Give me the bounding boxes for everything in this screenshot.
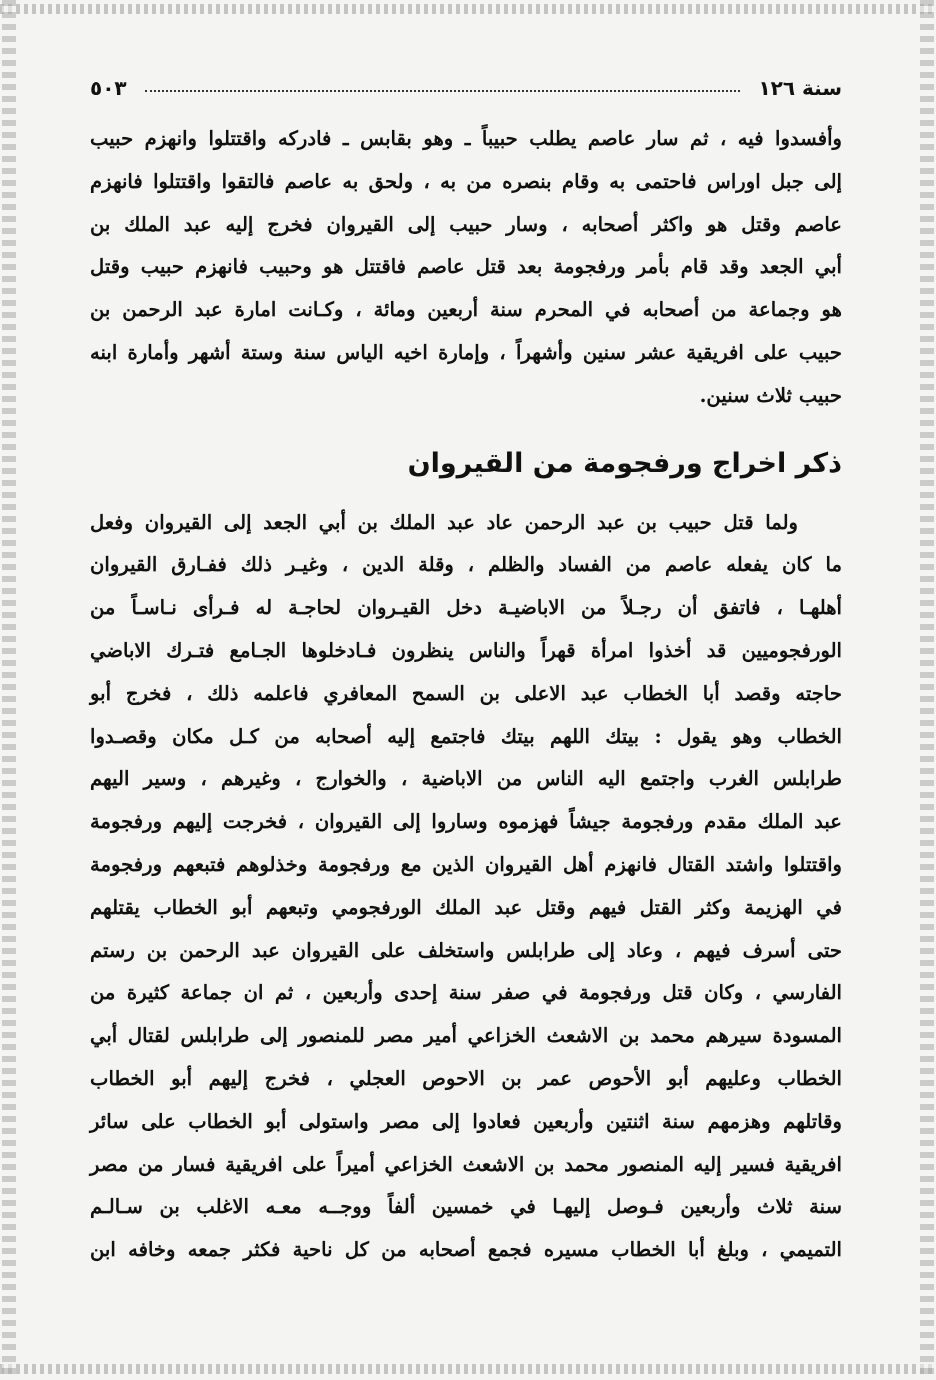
ornamental-border-top [0, 4, 936, 14]
book-page [90, 60, 842, 1320]
paragraph-1 [90, 118, 842, 418]
ornamental-border-left [2, 0, 16, 1380]
text-line: سنة ثلاث وأربعين فـوصل إليهـا في خمسين ألفاً ووجــه معـه الاغلب بن سـالـم [90, 1195, 842, 1219]
text-line: أبي الجعد وقد قام بأمر ورفجومة بعد قتل عاصم فاقتتل هو وحبيب فانهزم حبيب وقتل [90, 255, 842, 279]
paragraph-2 [90, 502, 842, 1272]
header-dotted-rule [145, 90, 741, 92]
text-line: عبد الملك مقدم ورفجومة جيشاً فهزموه وساروا إلى القيروان ، فخرجت إليهم ورفجومة [90, 810, 842, 834]
text-line: افريقية فسير إليه المنصور محمد بن الاشعث الخزاعي أميراً على افريقية فسار من مصر [90, 1152, 842, 1176]
text-line: الخطاب وهو يقول : بيتك اللهم بيتك فاجتمع إليه أصحابه من كـل مكان وقصـدوا [90, 724, 842, 748]
running-header [90, 60, 842, 100]
section-heading: ذكر اخراج ورفجومة من القيروان [407, 447, 842, 479]
text-line: الفارسي ، وكان قتل ورفجومة في صفر سنة إحدى وأربعين ، ثم ان جماعة كثيرة من [90, 981, 842, 1005]
text-line: حبيب ثلاث سنين. [699, 383, 842, 407]
main-text [90, 118, 842, 1272]
text-line: الخطاب وعليهم أبو الأحوص عمر بن الاحوص العجلي ، فخرج إليهم أبو الخطاب [90, 1066, 842, 1090]
ornamental-border-right [920, 0, 934, 1380]
ornamental-border-bottom [0, 1364, 936, 1374]
text-line: المسودة سيرهم محمد بن الاشعث الخزاعي أمير مصر للمنصور إلى طرابلس لقتال أبي [90, 1024, 842, 1048]
text-line: ولما قتل حبيب بن عبد الرحمن عاد عبد الملك بن أبي الجعد إلى القيروان وفعل [90, 510, 798, 534]
text-line: واقتتلوا واشتد القتال فانهزم أهل القيروان الذين مع ورفجومة وخذلوهم فتبعهم ورفجومة [90, 852, 842, 876]
text-line: هو وجماعة من أصحابه في المحرم سنة أربعين ومائة ، وكـانت امارة عبد الرحمن بن [90, 298, 842, 322]
text-line: الورفجوميين قد أخذوا امرأة قهراً والناس ينظرون فـادخلوها الجـامع فتـرك الاباضي [90, 638, 842, 662]
text-line: أهلهـا ، فاتفق أن رجـلاً من الاباضيـة دخل القيـروان لحاجـة له فـرأى نـاسـاً من [90, 596, 842, 620]
text-line: إلى جبل اوراس فاحتمى به وقام بنصره من به ، ولحق به عاصم فالتقوا واقتتلوا فانهزم [90, 169, 842, 193]
text-line: حبيب على افريقية عشر سنين وأشهراً ، وإمارة اخيه الياس سنة وستة أشهر وأمارة ابنه [90, 340, 842, 364]
page-number: ٥٠٣ [90, 76, 127, 100]
text-line: وقاتلهم وهزمهم سنة اثنتين وأربعين فعادوا إلى مصر واستولى أبو الخطاب على سائر [90, 1109, 842, 1133]
text-line: ما كان يفعله عاصم من الفساد والظلم ، وقلة الدين ، وغيـر ذلك ففـارق القيروان [90, 553, 842, 577]
text-line: حتى أسرف فيهم ، وعاد إلى طرابلس واستخلف على القيروان عبد الرحمن بن رستم [90, 938, 842, 962]
text-line: التميمي ، وبلغ أبا الخطاب مسيره فجمع أصحابه من كل ناحية فكثر جمعه وخافه ابن [90, 1238, 842, 1262]
text-line: وأفسدوا فيه ، ثم سار عاصم يطلب حبيباً ـ وهو بقابس ـ فادركه واقتتلوا وانهزم حبيب [90, 127, 842, 150]
running-title: سنة ١٢٦ [758, 76, 842, 100]
text-line: عاصم وقتل هو واكثر أصحابه ، وسار حبيب إلى القيروان فخرج إليه عبد الملك بن [90, 212, 842, 236]
text-line: في الهزيمة وكثر القتل فيهم وقتل عبد الملك الورفجومي وتبعهم أبو الخطاب يقتلهم [90, 895, 842, 919]
text-line: طرابلس الغرب واجتمع اليه الناس من الاباضية ، والخوارج ، وغيرهم ، وسير اليهم [90, 767, 842, 791]
text-line: حاجته وقصد أبا الخطاب عبد الاعلى بن السمح المعافري فاعلمه ذلك ، فخرج أبو [90, 681, 842, 705]
